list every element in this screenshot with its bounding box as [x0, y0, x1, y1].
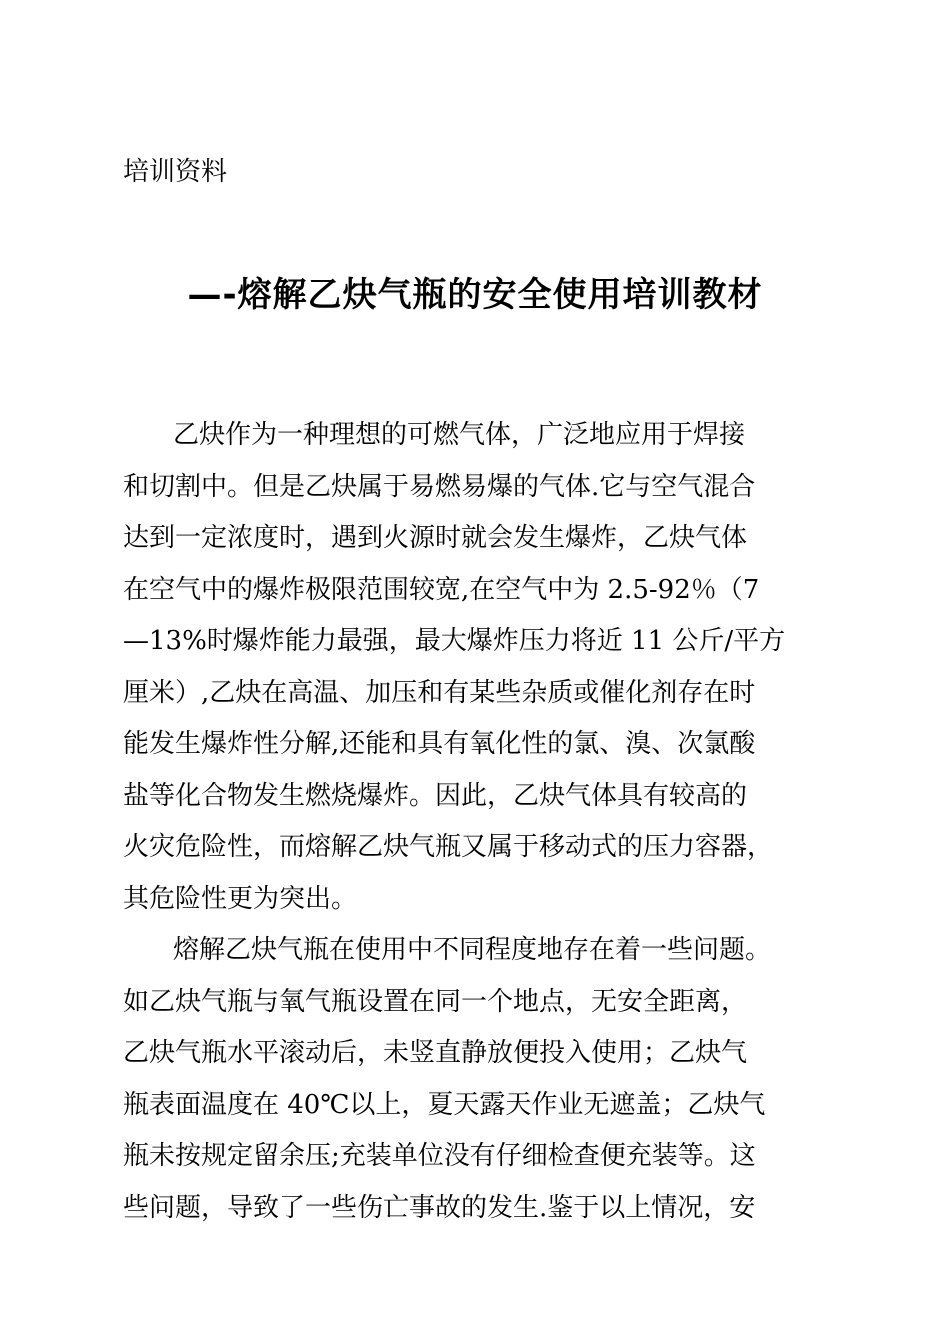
text-line: 盐等化合物发生燃烧爆炸。因此，乙炔气体具有较高的 [123, 780, 748, 811]
text-line: 火灾危险性，而熔解乙炔气瓶又属于移动式的压力容器， [123, 832, 774, 862]
header-label: 培训资料 [123, 157, 228, 187]
text-line: 熔解乙炔气瓶在使用中不同程度地存在着一些问题。 [173, 935, 772, 965]
text-line: 厘米）,乙炔在高温、加压和有某些杂质或催化剂存在时 [123, 677, 756, 708]
text-line: 如乙炔气瓶与氧气瓶设置在同一个地点，无安全距离， [123, 986, 748, 1017]
text-line: 和切割中。但是乙炔属于易燃易爆的气体.它与空气混合 [123, 471, 756, 502]
document-title: —-熔解乙炔气瓶的安全使用培训教材 [187, 275, 763, 315]
text-line: 其危险性更为突出。 [123, 883, 358, 914]
document-body [123, 410, 835, 1234]
text-line: 些问题，导致了一些伤亡事故的发生.鉴于以上情况，安 [123, 1192, 756, 1223]
text-line: 能发生爆炸性分解,还能和具有氧化性的氯、溴、次氯酸 [123, 729, 756, 759]
text-line: 在空气中的爆炸极限范围较宽,在空气中为 2.5-92％（7 [123, 574, 760, 605]
text-line: 乙炔气瓶水平滚动后，未竖直静放便投入使用；乙炔气 [123, 1038, 748, 1068]
paragraph [123, 410, 835, 925]
text-line: 瓶未按规定留余压;充装单位没有仔细检查便充装等。这 [123, 1141, 756, 1171]
text-line: 达到一定浓度时，遇到火源时就会发生爆炸，乙炔气体 [123, 523, 748, 553]
text-line: 乙炔作为一种理想的可燃气体，广泛地应用于焊接 [173, 420, 746, 450]
paragraph [123, 925, 835, 1234]
text-line: —13%时爆炸能力最强，最大爆炸压力将近 11 公斤/平方 [123, 626, 786, 656]
text-line: 瓶表面温度在 40℃以上，夏天露天作业无遮盖；乙炔气 [123, 1089, 766, 1120]
